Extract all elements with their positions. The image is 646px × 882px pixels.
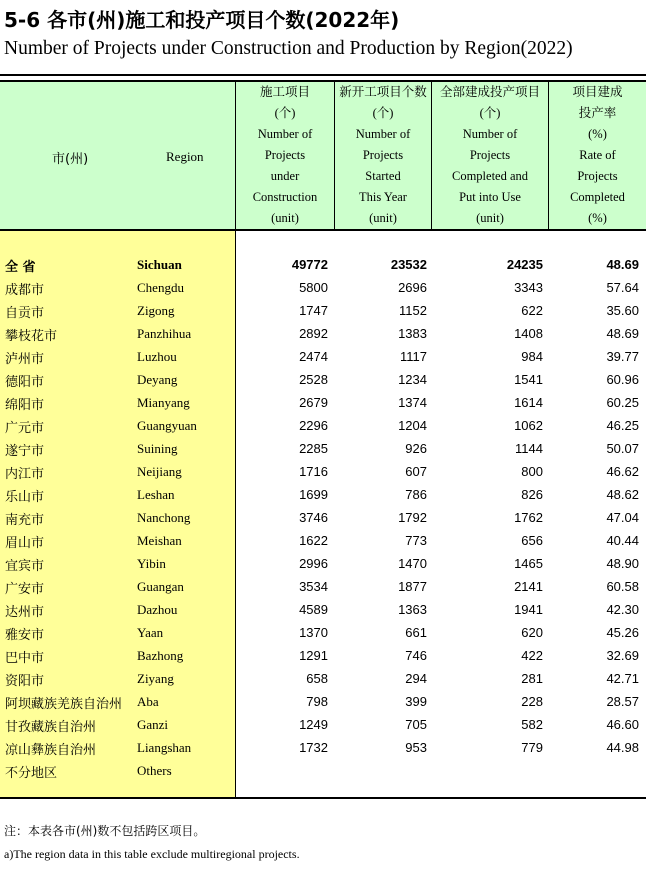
cell-started-this-year: 2696 [398,280,427,295]
cell-completion-rate: 40.44 [606,533,639,548]
cell-completed: 622 [521,303,543,318]
region-name-en: Sichuan [137,257,182,272]
header-line: 施工项目 [259,85,310,99]
region-name-cn: 广元市 [5,421,45,436]
cell-started-this-year: 1877 [398,579,427,594]
cell-under-construction: 1699 [299,487,328,502]
cell-completion-rate: 44.98 [606,740,639,755]
title-rule [0,74,646,76]
cell-under-construction: 658 [306,671,328,686]
cell-completion-rate: 46.60 [606,717,639,732]
region-name-cn: 绵阳市 [5,398,45,413]
cell-completion-rate: 46.25 [606,418,639,433]
table-row [0,529,646,552]
cell-started-this-year: 607 [405,464,427,479]
cell-under-construction: 49772 [291,257,328,272]
cell-started-this-year: 399 [405,694,427,709]
cell-under-construction: 1747 [299,303,328,318]
table-row [0,414,646,437]
cell-completion-rate: 28.57 [606,694,639,709]
region-name-cn: 全 省 [5,260,36,275]
table-row [0,759,646,782]
cell-started-this-year: 1470 [398,556,427,571]
header-line: Projects [362,148,404,162]
cell-completion-rate: 42.71 [606,671,639,686]
cell-completion-rate: 60.58 [606,579,639,594]
cell-completed: 3343 [514,280,543,295]
header-line: 全部建成投产项目 [439,85,540,99]
table-row [0,299,646,322]
region-name-cn: 内江市 [5,467,45,482]
region-name-cn: 乐山市 [5,490,45,505]
cell-under-construction: 4589 [299,602,328,617]
region-name-cn: 宜宾市 [5,559,45,574]
cell-started-this-year: 1792 [398,510,427,525]
page-title-cn: 5-6 各市(州)施工和投产项目个数(2022年) [4,8,400,32]
cell-started-this-year: 23532 [390,257,427,272]
region-name-en: Ganzi [137,717,169,732]
cell-under-construction: 2285 [299,441,328,456]
cell-completion-rate: 48.90 [606,556,639,571]
cell-under-construction: 1732 [299,740,328,755]
region-name-en: Neijiang [137,464,182,479]
header-line: Construction [252,190,318,204]
cell-under-construction: 1249 [299,717,328,732]
cell-under-construction: 1370 [299,625,328,640]
cell-completed: 422 [521,648,543,663]
region-name-en: Chengdu [137,280,184,295]
cell-started-this-year: 746 [405,648,427,663]
cell-completed: 1408 [514,326,543,341]
cell-started-this-year: 1117 [400,349,427,364]
table-row [0,621,646,644]
header-line: (unit) [271,211,299,225]
cell-started-this-year: 1204 [398,418,427,433]
cell-completed: 2141 [514,579,543,594]
header-bottom-rule [0,229,646,231]
cell-started-this-year: 1383 [398,326,427,341]
header-col-construction [236,81,334,229]
region-name-en: Dazhou [137,602,178,617]
region-name-en: Aba [137,694,159,709]
cell-completion-rate: 48.62 [606,487,639,502]
cell-started-this-year: 953 [405,740,427,755]
header-line: Projects [469,148,511,162]
region-name-cn: 不分地区 [5,766,58,781]
cell-completion-rate: 47.04 [606,510,639,525]
region-name-en: Mianyang [137,395,190,410]
cell-under-construction: 798 [306,694,328,709]
header-line: (%) [588,211,607,225]
cell-under-construction: 1622 [299,533,328,548]
region-name-cn: 阿坝藏族羌族自治州 [5,697,123,712]
table-row-total [0,253,646,276]
cell-completed: 228 [521,694,543,709]
region-name-en: Meishan [137,533,182,548]
region-name-en: Deyang [137,372,178,387]
region-name-cn: 攀枝花市 [5,329,58,344]
region-name-cn: 达州市 [5,605,45,620]
table-row [0,345,646,368]
region-name-en: Others [137,763,172,778]
header-line: (个) [372,106,394,120]
region-name-cn: 遂宁市 [5,444,45,459]
cell-under-construction: 2474 [299,349,328,364]
cell-under-construction: 1716 [299,464,328,479]
header-line: Put into Use [459,190,521,204]
footnote-en: a)The region data in this table exclude multiregional projects. [4,847,300,861]
cell-completed: 779 [521,740,543,755]
cell-completion-rate: 57.64 [606,280,639,295]
cell-started-this-year: 773 [405,533,427,548]
cell-completion-rate: 48.69 [606,326,639,341]
cell-completion-rate: 46.62 [606,464,639,479]
cell-under-construction: 5800 [299,280,328,295]
region-name-en: Suining [137,441,178,456]
cell-completed: 1941 [514,602,543,617]
cell-completed: 1062 [514,418,543,433]
header-line: Projects [577,169,618,183]
table-bottom-rule [0,797,646,799]
cell-completion-rate: 48.69 [606,257,639,272]
cell-completed: 1762 [514,510,543,525]
cell-completion-rate: 39.77 [606,349,639,364]
region-name-cn: 德阳市 [5,375,45,390]
table-row [0,437,646,460]
cell-under-construction: 3534 [299,579,328,594]
cell-started-this-year: 1152 [399,303,427,318]
region-name-cn: 成都市 [5,283,45,298]
header-line: 投产率 [578,106,617,120]
table-row [0,598,646,621]
header-line: Number of [462,127,518,141]
cell-completed: 281 [521,671,543,686]
region-name-en: Yibin [137,556,166,571]
region-name-cn: 广安市 [5,582,45,597]
region-name-en: Panzhihua [137,326,192,341]
header-line: (个) [479,106,501,120]
table-row [0,575,646,598]
cell-under-construction: 2892 [299,326,328,341]
header-col-rate [549,81,646,229]
table-row [0,644,646,667]
region-name-cn: 凉山彝族自治州 [5,743,97,758]
cell-under-construction: 2528 [299,372,328,387]
region-name-cn: 泸州市 [5,352,45,367]
table-row [0,506,646,529]
region-name-en: Luzhou [137,349,177,364]
cell-completion-rate: 32.69 [606,648,639,663]
header-line: (个) [274,106,296,120]
cell-under-construction: 2996 [299,556,328,571]
cell-completed: 24235 [506,257,543,272]
cell-started-this-year: 1234 [398,372,427,387]
cell-completed: 620 [521,625,543,640]
table-row [0,713,646,736]
header-col-started [335,81,431,229]
table-row [0,667,646,690]
cell-under-construction: 2679 [299,395,328,410]
header-line: (%) [588,127,607,141]
region-name-en: Ziyang [137,671,174,686]
cell-completion-rate: 60.25 [606,395,639,410]
cell-completed: 1144 [515,441,543,456]
region-name-en: Bazhong [137,648,184,663]
header-line: Projects [264,148,306,162]
cell-started-this-year: 705 [405,717,427,732]
cell-completion-rate: 35.60 [606,303,639,318]
cell-started-this-year: 786 [405,487,427,502]
table-row [0,690,646,713]
region-name-en: Liangshan [137,740,192,755]
header-city-cn: 市(州) [52,152,89,167]
header-line: Completed [570,190,625,204]
header-line: (unit) [476,211,504,225]
region-name-cn: 眉山市 [5,536,45,551]
header-line: This Year [359,190,407,204]
header-region-en: Region [166,149,204,164]
header-col-completed [432,81,548,229]
region-name-cn: 雅安市 [5,628,45,643]
cell-completion-rate: 42.30 [606,602,639,617]
header-line: Started [365,169,401,183]
header-line: under [270,169,300,183]
region-name-en: Guangan [137,579,184,594]
footnote-cn: 注：本表各市(州)数不包括跨区项目。 [4,824,206,838]
region-name-cn: 自贡市 [5,306,45,321]
table-row [0,391,646,414]
region-name-cn: 资阳市 [5,674,45,689]
table-row [0,276,646,299]
table-row [0,736,646,759]
cell-started-this-year: 1363 [398,602,427,617]
cell-completed: 656 [521,533,543,548]
table-row [0,322,646,345]
region-name-cn: 甘孜藏族自治州 [5,720,97,735]
header-line: Number of [257,127,313,141]
cell-started-this-year: 294 [405,671,427,686]
header-line: Number of [355,127,411,141]
region-name-en: Guangyuan [137,418,197,433]
region-name-cn: 南充市 [5,513,45,528]
header-line: 新开工项目个数 [339,85,427,99]
cell-completed: 582 [521,717,543,732]
region-name-en: Leshan [137,487,175,502]
region-name-cn: 巴中市 [5,651,45,666]
table-row [0,483,646,506]
cell-completed: 826 [521,487,543,502]
cell-completed: 984 [521,349,543,364]
page-title-en: Number of Projects under Construction and Production by Region(2022) [4,38,573,59]
header-line: Rate of [579,148,616,162]
cell-under-construction: 1291 [299,648,328,663]
cell-completed: 1465 [514,556,543,571]
region-name-en: Yaan [137,625,164,640]
cell-completion-rate: 60.96 [606,372,639,387]
cell-under-construction: 3746 [299,510,328,525]
table-row [0,552,646,575]
region-name-en: Zigong [137,303,175,318]
cell-started-this-year: 661 [405,625,427,640]
cell-started-this-year: 1374 [398,395,427,410]
table-row [0,368,646,391]
cell-completed: 1541 [514,372,543,387]
cell-completed: 1614 [514,395,543,410]
region-name-en: Nanchong [137,510,191,525]
cell-completed: 800 [521,464,543,479]
cell-under-construction: 2296 [299,418,328,433]
cell-started-this-year: 926 [405,441,427,456]
header-line: Completed and [451,169,529,183]
header-line: (unit) [369,211,397,225]
cell-completion-rate: 45.26 [606,625,639,640]
header-line: 项目建成 [572,85,623,99]
table-row [0,460,646,483]
cell-completion-rate: 50.07 [606,441,639,456]
